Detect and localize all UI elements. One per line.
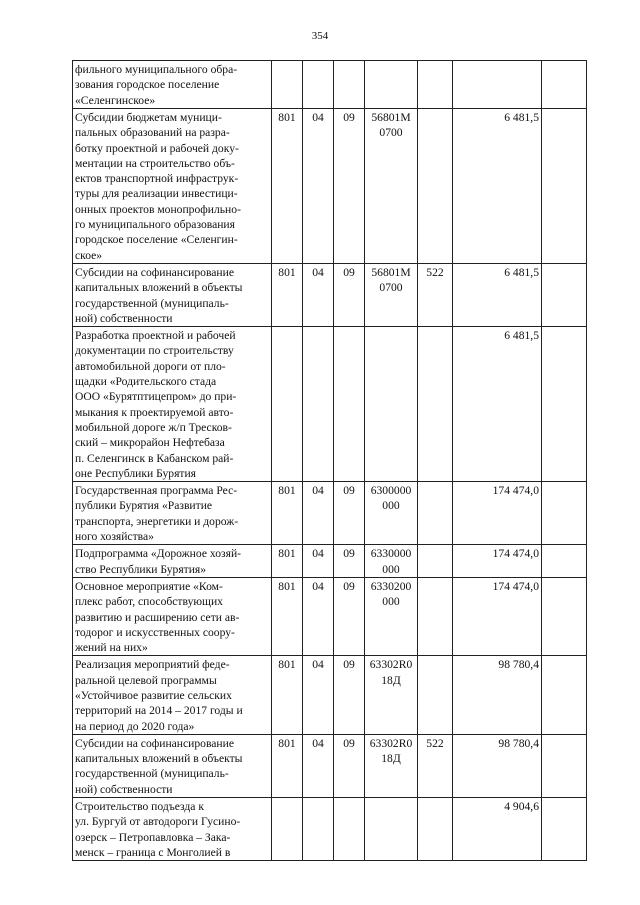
target-article-code bbox=[365, 545, 418, 578]
expense-type-code bbox=[418, 482, 453, 545]
ministry-code: 801 bbox=[272, 109, 303, 264]
table-row bbox=[73, 61, 587, 109]
section-code bbox=[303, 798, 334, 861]
table-row bbox=[73, 545, 587, 578]
target-article-code bbox=[365, 263, 418, 326]
amount: 174 474,0 bbox=[453, 545, 542, 578]
table-row bbox=[73, 263, 587, 326]
ministry-code bbox=[272, 327, 303, 482]
expense-type-code bbox=[418, 61, 453, 109]
target-article-part: 0700 bbox=[379, 126, 403, 140]
target-article-code bbox=[365, 734, 418, 797]
table-row bbox=[73, 109, 587, 264]
expense-type-code bbox=[418, 545, 453, 578]
empty-column bbox=[542, 656, 587, 734]
subsection-code: 09 bbox=[334, 656, 365, 734]
section-code: 04 bbox=[303, 577, 334, 655]
subsection-code: 09 bbox=[334, 577, 365, 655]
subsection-code bbox=[334, 61, 365, 109]
target-article-part: 0700 bbox=[379, 281, 403, 295]
empty-column bbox=[542, 109, 587, 264]
target-article-part: 18Д bbox=[381, 752, 401, 766]
section-code: 04 bbox=[303, 482, 334, 545]
ministry-code bbox=[272, 61, 303, 109]
subsection-code bbox=[334, 798, 365, 861]
expense-type-code bbox=[418, 656, 453, 734]
row-name: фильного муниципального обра- зования городское поселение «Селенгинское» bbox=[73, 61, 272, 109]
table-row bbox=[73, 798, 587, 861]
expense-type-code bbox=[418, 327, 453, 482]
row-name: Основное мероприятие «Ком- плекс работ, способствующих развитию и расширению сети ав- тодорог и искусственных соору- жений на них» bbox=[73, 577, 272, 655]
expense-type-code: 522 bbox=[418, 734, 453, 797]
target-article-code bbox=[365, 656, 418, 734]
section-code: 04 bbox=[303, 263, 334, 326]
row-name: Реализация мероприятий феде- ральной целевой программы «Устойчивое развитие сельских территорий на 2014 – 2017 годы и на период до 2020 года» bbox=[73, 656, 272, 734]
amount: 6 481,5 bbox=[453, 327, 542, 482]
target-article-part: 63302R0 bbox=[369, 736, 413, 750]
section-code bbox=[303, 61, 334, 109]
row-name: Субсидии на софинансирование капитальных вложений в объекты государственной (муниципаль- ной) собственности bbox=[73, 734, 272, 797]
page-number: 354 bbox=[311, 30, 329, 42]
target-article-part: 6300000 bbox=[370, 484, 412, 498]
subsection-code: 09 bbox=[334, 482, 365, 545]
amount: 174 474,0 bbox=[453, 482, 542, 545]
empty-column bbox=[542, 263, 587, 326]
amount: 6 481,5 bbox=[453, 109, 542, 264]
amount: 6 481,5 bbox=[453, 263, 542, 326]
empty-column bbox=[542, 482, 587, 545]
section-code: 04 bbox=[303, 734, 334, 797]
ministry-code: 801 bbox=[272, 656, 303, 734]
target-article-code bbox=[365, 577, 418, 655]
target-article-part: 000 bbox=[382, 595, 400, 609]
amount: 98 780,4 bbox=[453, 734, 542, 797]
target-article-part: 63302R0 bbox=[369, 658, 413, 672]
amount: 98 780,4 bbox=[453, 656, 542, 734]
target-article-part: 56801М bbox=[371, 265, 411, 279]
empty-column bbox=[542, 61, 587, 109]
budget-table bbox=[72, 60, 587, 861]
subsection-code: 09 bbox=[334, 734, 365, 797]
row-name: Подпрограмма «Дорожное хозяй- ство Республики Бурятия» bbox=[73, 545, 272, 578]
ministry-code bbox=[272, 798, 303, 861]
target-article-part: 18Д bbox=[381, 673, 401, 687]
expense-type-code bbox=[418, 798, 453, 861]
row-name: Субсидии бюджетам муници- пальных образований на разра- ботку проектной и рабочей доку- ментации на строительство объ- ектов транспортной инфраструк- туры для реализации инвестици- онных проектов монопрофильно- го муниципального образования городское поселение «Селенгин- ское» bbox=[73, 109, 272, 264]
subsection-code: 09 bbox=[334, 545, 365, 578]
amount: 4 904,6 bbox=[453, 798, 542, 861]
section-code: 04 bbox=[303, 109, 334, 264]
target-article-part: 6330000 bbox=[370, 547, 412, 561]
section-code: 04 bbox=[303, 656, 334, 734]
ministry-code: 801 bbox=[272, 263, 303, 326]
subsection-code: 09 bbox=[334, 109, 365, 264]
empty-column bbox=[542, 545, 587, 578]
row-name: Разработка проектной и рабочей документации по строительству автомобильной дороги от пло- щадки «Родительского стада ООО «Бурятптицепром» до при- мыкания к проектируемой авто- мобильной дороге ж/п Тресков- ский – микрорайон Нефтебаза п. Селенгинск в Кабанском рай- оне Республики Бурятия bbox=[73, 327, 272, 482]
expense-type-code bbox=[418, 109, 453, 264]
target-article-part: 000 bbox=[382, 499, 400, 513]
empty-column bbox=[542, 734, 587, 797]
expense-type-code bbox=[418, 577, 453, 655]
target-article-part: 56801М bbox=[371, 111, 411, 124]
target-article-code bbox=[365, 798, 418, 861]
table-row bbox=[73, 327, 587, 482]
row-name: Субсидии на софинансирование капитальных вложений в объекты государственной (муниципаль- ной) собственности bbox=[73, 263, 272, 326]
target-article-code bbox=[365, 109, 418, 264]
table-row bbox=[73, 482, 587, 545]
table-row bbox=[73, 577, 587, 655]
amount bbox=[453, 61, 542, 109]
empty-column bbox=[542, 577, 587, 655]
table-row bbox=[73, 656, 587, 734]
target-article-code bbox=[365, 327, 418, 482]
expense-type-code: 522 bbox=[418, 263, 453, 326]
ministry-code: 801 bbox=[272, 482, 303, 545]
ministry-code: 801 bbox=[272, 545, 303, 578]
subsection-code bbox=[334, 327, 365, 482]
empty-column bbox=[542, 327, 587, 482]
target-article-part: 000 bbox=[382, 562, 400, 576]
empty-column bbox=[542, 798, 587, 861]
row-name: Государственная программа Рес- публики Бурятия «Развитие транспорта, энергетики и дорож- ного хозяйства» bbox=[73, 482, 272, 545]
amount: 174 474,0 bbox=[453, 577, 542, 655]
ministry-code: 801 bbox=[272, 577, 303, 655]
target-article-part: 6330200 bbox=[370, 579, 412, 593]
target-article-code bbox=[365, 482, 418, 545]
section-code bbox=[303, 327, 334, 482]
table-row bbox=[73, 734, 587, 797]
section-code: 04 bbox=[303, 545, 334, 578]
target-article-code bbox=[365, 61, 418, 109]
row-name: Строительство подъезда к ул. Бургуй от автодороги Гусино- озерск – Петропавловка – Зака- менск – граница с Монголией в bbox=[73, 798, 272, 861]
ministry-code: 801 bbox=[272, 734, 303, 797]
subsection-code: 09 bbox=[334, 263, 365, 326]
